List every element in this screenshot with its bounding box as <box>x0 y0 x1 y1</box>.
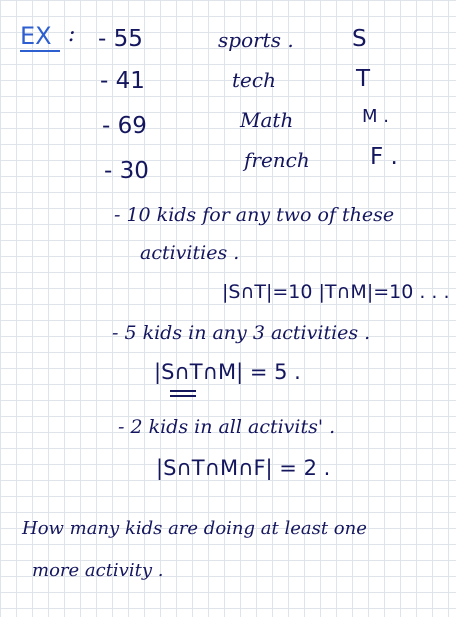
activity-count-sports: - 55 <box>98 26 143 52</box>
example-colon: : <box>68 22 76 47</box>
activity-name-math: Math <box>240 108 294 132</box>
activity-letter-tech: T <box>356 66 371 92</box>
example-label: EX <box>20 22 52 50</box>
activity-letter-sports: S <box>352 26 367 52</box>
condition-triples-line1: - 5 kids in any 3 activities . <box>112 322 371 344</box>
activity-letter-french: F . <box>370 144 398 170</box>
activity-name-tech: tech <box>232 68 276 92</box>
activity-count-math: - 69 <box>102 113 147 139</box>
activity-name-french: french <box>244 148 310 172</box>
activity-count-french: - 30 <box>104 158 149 184</box>
expression-double-underline <box>170 395 196 397</box>
question-line1: How many kids are doing at least one <box>22 518 367 539</box>
condition-pairs-line1: - 10 kids for any two of these <box>114 204 395 226</box>
activity-name-sports: sports . <box>218 28 294 52</box>
activity-count-tech: - 41 <box>100 68 145 94</box>
condition-triples-expression: |S∩T∩M| = 5 . <box>154 360 301 384</box>
condition-all-expression: |S∩T∩M∩F| = 2 . <box>156 456 331 480</box>
example-underline <box>20 50 60 52</box>
question-line2: more activity . <box>32 560 164 581</box>
activity-letter-math: M . <box>362 106 389 127</box>
expression-underline <box>170 390 196 392</box>
condition-pairs-line2: activities . <box>140 242 240 264</box>
condition-all-line1: - 2 kids in all activits' . <box>118 416 336 438</box>
condition-pairs-expression: |S∩T|=10 |T∩M|=10 . . . <box>222 281 450 303</box>
